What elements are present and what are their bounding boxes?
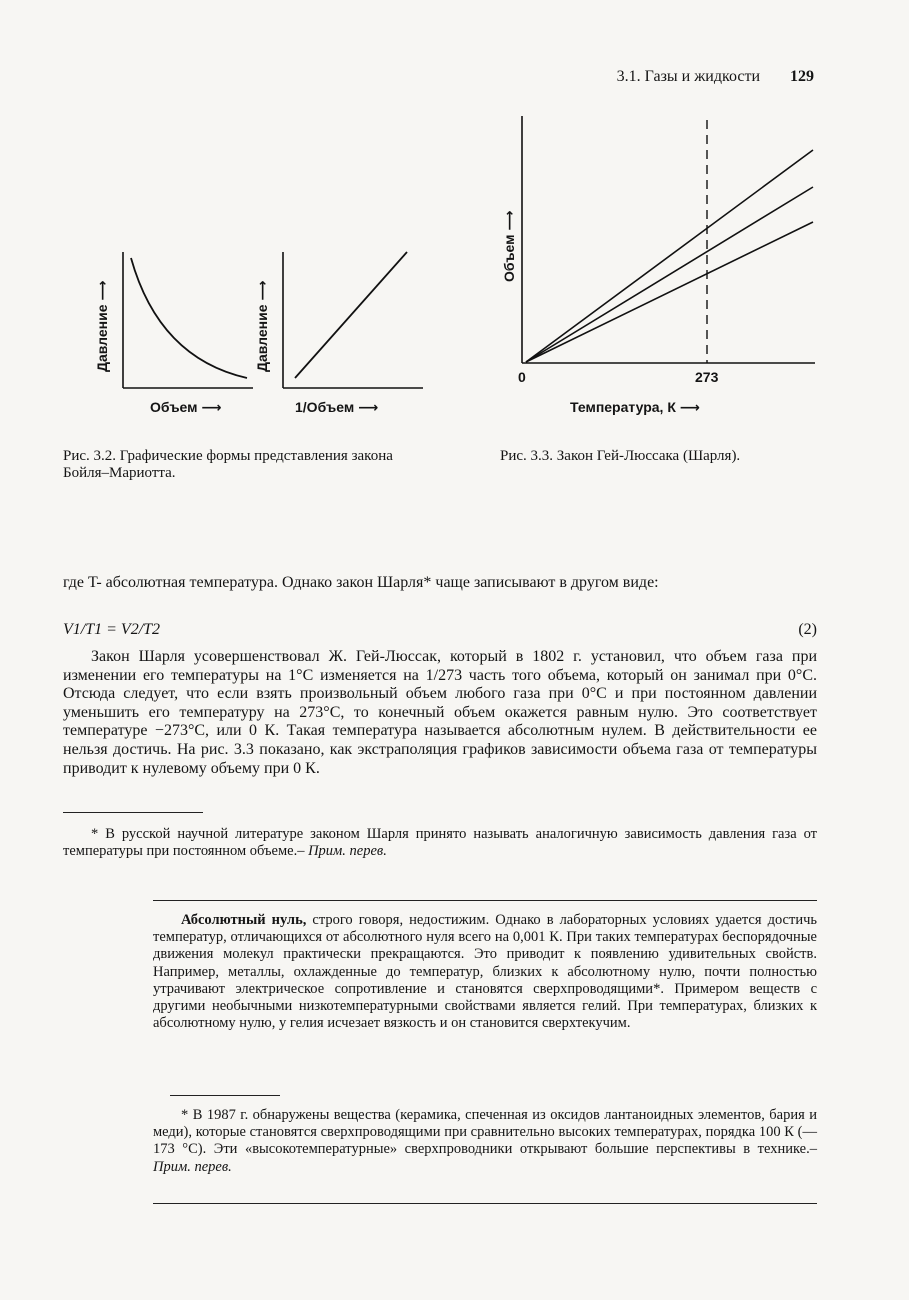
footnote-2 xyxy=(153,1107,817,1176)
box-title: Абсолютный нуль, xyxy=(181,912,307,928)
box-top-rule xyxy=(153,900,817,901)
footnote-1 xyxy=(63,826,817,860)
fig32-left-xlabel: Объем ⟶ xyxy=(150,399,222,415)
fig33-tick-273: 273 xyxy=(695,369,719,385)
fig32-right-xlabel: 1/Объем ⟶ xyxy=(295,399,379,415)
footnote-1-note: – Прим. перев. xyxy=(297,843,387,859)
footnote-rule-1 xyxy=(63,812,203,813)
footnote-2-text: * В 1987 г. обнаружены вещества (керамика, спеченная из оксидов лантаноидных элементов, бария и меди), которые становятся сверхпроводящими при сравнительно высоких температурах, порядка 100 К (— 173 °С). Эти «высокотемпературные» сверхпроводники открывают большие перспективы в технике. xyxy=(153,1107,817,1158)
equation: V1/T1 = V2/T2 xyxy=(63,621,161,638)
figure-3-2 xyxy=(85,240,430,425)
fig32-linear-line xyxy=(295,252,407,378)
box-body: строго говоря, недостижим. Однако в лабораторных условиях удается достичь температур, отличающихся от абсолютного нуля всего на 0,001 К. При таких температурах беспорядочные движения молекул практически прекращаются. Это приводит к появлению удивительных свойств. Например, металлы, охлажденные до температур, близких к абсолютному нулю, почти полностью утрачивают электрическое сопротивление и становятся сверхпроводящими*. Примером веществ с другими необычными низкотемпературными свойствами является гелий. При температурах, близких к абсолютному нулю, у гелия исчезает вязкость и он становится сверхтекучим. xyxy=(153,912,817,1032)
running-header xyxy=(617,68,814,86)
fig32-left-ylabel: Давление ⟶ xyxy=(94,280,110,372)
fig33-ylabel: Объем ⟶ xyxy=(501,210,517,282)
absolute-zero-box xyxy=(153,912,817,1032)
fig33-line-2 xyxy=(526,187,813,362)
fig33-caption: Рис. 3.3. Закон Гей-Люссака (Шарля). xyxy=(500,448,741,464)
footnote-1-text: * В русской научной литературе законом Шарля принято называть аналогичную зависимость давления газа от температуры при постоянном объеме. xyxy=(63,826,817,859)
figure-3-3 xyxy=(490,110,825,420)
fig33-tick-zero: 0 xyxy=(518,369,526,385)
paragraph-charles-law: Закон Шарля усовершенствовал Ж. Гей-Люссак, который в 1802 г. установил, что объем газа при изменении его температуры на 1°С изменяется на 1/273 часть того объема, который он занимал при 0°С. Отсюда следует, что если взять произвольный объем любого газа при 0°С и при постоянном давлении уменьшить его температуру на 273°С, то конечный объем окажется равным нулю. Это соответствует температуре −273°С, или 0 К. Такая температура называется абсолютным нулем. В действительности ее нельзя достичь. На рис. 3.3 показано, как экстраполяция графиков зависимости объема газа от температуры приводит к нулевому объему при 0 К. xyxy=(63,648,817,777)
equation-block xyxy=(63,621,817,641)
fig32-right-ylabel: Давление ⟶ xyxy=(254,280,270,372)
fig33-xlabel: Температура, К ⟶ xyxy=(570,399,700,415)
equation-number: (2) xyxy=(798,621,817,638)
section-title: 3.1. Газы и жидкости xyxy=(616,68,760,85)
footnote-rule-2 xyxy=(170,1095,280,1096)
fig32-caption: Рис. 3.2. Графические формы представления закона Бойля–Мариотта. xyxy=(63,448,393,481)
footnote-2-note: – Прим. перев. xyxy=(153,1141,817,1175)
paragraph-intro: где T- абсолютная температура. Однако закон Шарля* чаще записывают в другом виде: xyxy=(63,574,659,591)
fig33-line-3 xyxy=(526,222,813,362)
box-bottom-rule xyxy=(153,1203,817,1204)
fig32-hyperbola-curve xyxy=(131,258,247,378)
fig33-line-1 xyxy=(526,150,813,362)
page-number: 129 xyxy=(790,68,814,85)
